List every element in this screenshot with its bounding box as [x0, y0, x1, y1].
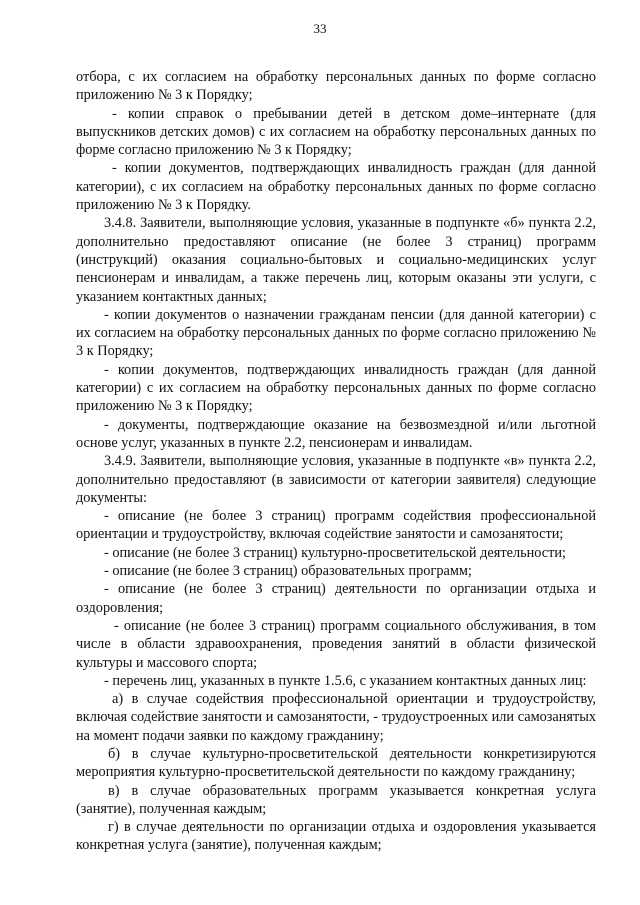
clause-3-4-9: 3.4.9. Заявители, выполняющие условия, указанные в подпункте «в» пункта 2.2, дополнительно предоставляют (в зависимости от категории заявителя) следующие документы: — [76, 453, 596, 506]
list-item-persons-list: - перечень лиц, указанных в пункте 1.5.6, с указанием контактных данных лиц: — [104, 672, 587, 689]
list-item-orphan-certificates: - копии справок о пребывании детей в детском доме–интернате (для выпускников детских домов) с их согласием на обработку персональных данных по форме согласно приложению № 3 к Порядку; — [76, 105, 596, 159]
list-item-career-programs: - описание (не более 3 страниц) программ содействия профессиональной ориентации и трудоустройству, включая содействие занятости и самозанятости; — [76, 508, 596, 543]
list-item-disability-documents: - копии документов, подтверждающих инвалидность граждан (для данной категории), с их согласием на обработку персональных данных по форме согласно приложению № 3 к Порядку. — [76, 160, 596, 214]
document-body — [76, 68, 596, 855]
list-item-pension-documents: - копии документов о назначении гражданам пенсии (для данной категории) с их согласием на обработку персональных данных по форме согласно приложению № 3 к Порядку; — [76, 306, 596, 360]
list-item-recreation-activity: - описание (не более 3 страниц) деятельности по организации отдыха и оздоровления; — [76, 581, 596, 616]
clause-3-4-8: 3.4.8. Заявители, выполняющие условия, указанные в подпункте «б» пункта 2.2, дополнительно предоставляют описание (не более 3 страниц) программ (инструкций) оказания социально-бытовых и социально-медицинских услуг пенсионерам и инвалидам, а также перечень лиц, которым оказаны эти услуги, с указанием контактных данных; — [76, 215, 596, 305]
subitem-b: б) в случае культурно-просветительской деятельности конкретизируются мероприятия культурно-просветительской деятельности по каждому гражданину; — [76, 745, 596, 781]
paragraph-consent-continuation: отбора, с их согласием на обработку персональных данных по форме согласно приложению № 3 к Порядку; — [76, 69, 596, 104]
subitem-v: в) в случае образовательных программ указывается конкретная услуга (занятие), полученная каждым; — [76, 782, 596, 817]
list-item-disability-documents-2: - копии документов, подтверждающих инвалидность граждан (для данной категории) с их согласием на обработку персональных данных по форме согласно приложению № 3 к Порядку; — [76, 361, 596, 415]
page-number: 33 — [313, 21, 327, 36]
list-item-educational-programs: - описание (не более 3 страниц) образовательных программ; — [104, 563, 472, 580]
list-item-social-services: - описание (не более 3 страниц) программ социального обслуживания, в том числе в области здравоохранения, проведения занятий в области физической культуры и массового спорта; — [76, 617, 596, 671]
list-item-free-services-documents: - документы, подтверждающие оказание на безвозмездной и/или льготной основе услуг, указанных в пункте 2.2, пенсионерам и инвалидам. — [76, 416, 596, 451]
subitem-a: а) в случае содействия профессиональной ориентации и трудоустройству, включая содействие занятости и самозанятости, - трудоустроенных или самозанятых на момент подачи заявки по каждому гражданину; — [76, 691, 596, 744]
subitem-g: г) в случае деятельности по организации отдыха и оздоровления указывается конкретная услуга (занятие), полученная каждым; — [76, 819, 596, 854]
list-item-cultural-activity: - описание (не более 3 страниц) культурно-просветительской деятельности; — [104, 544, 566, 561]
